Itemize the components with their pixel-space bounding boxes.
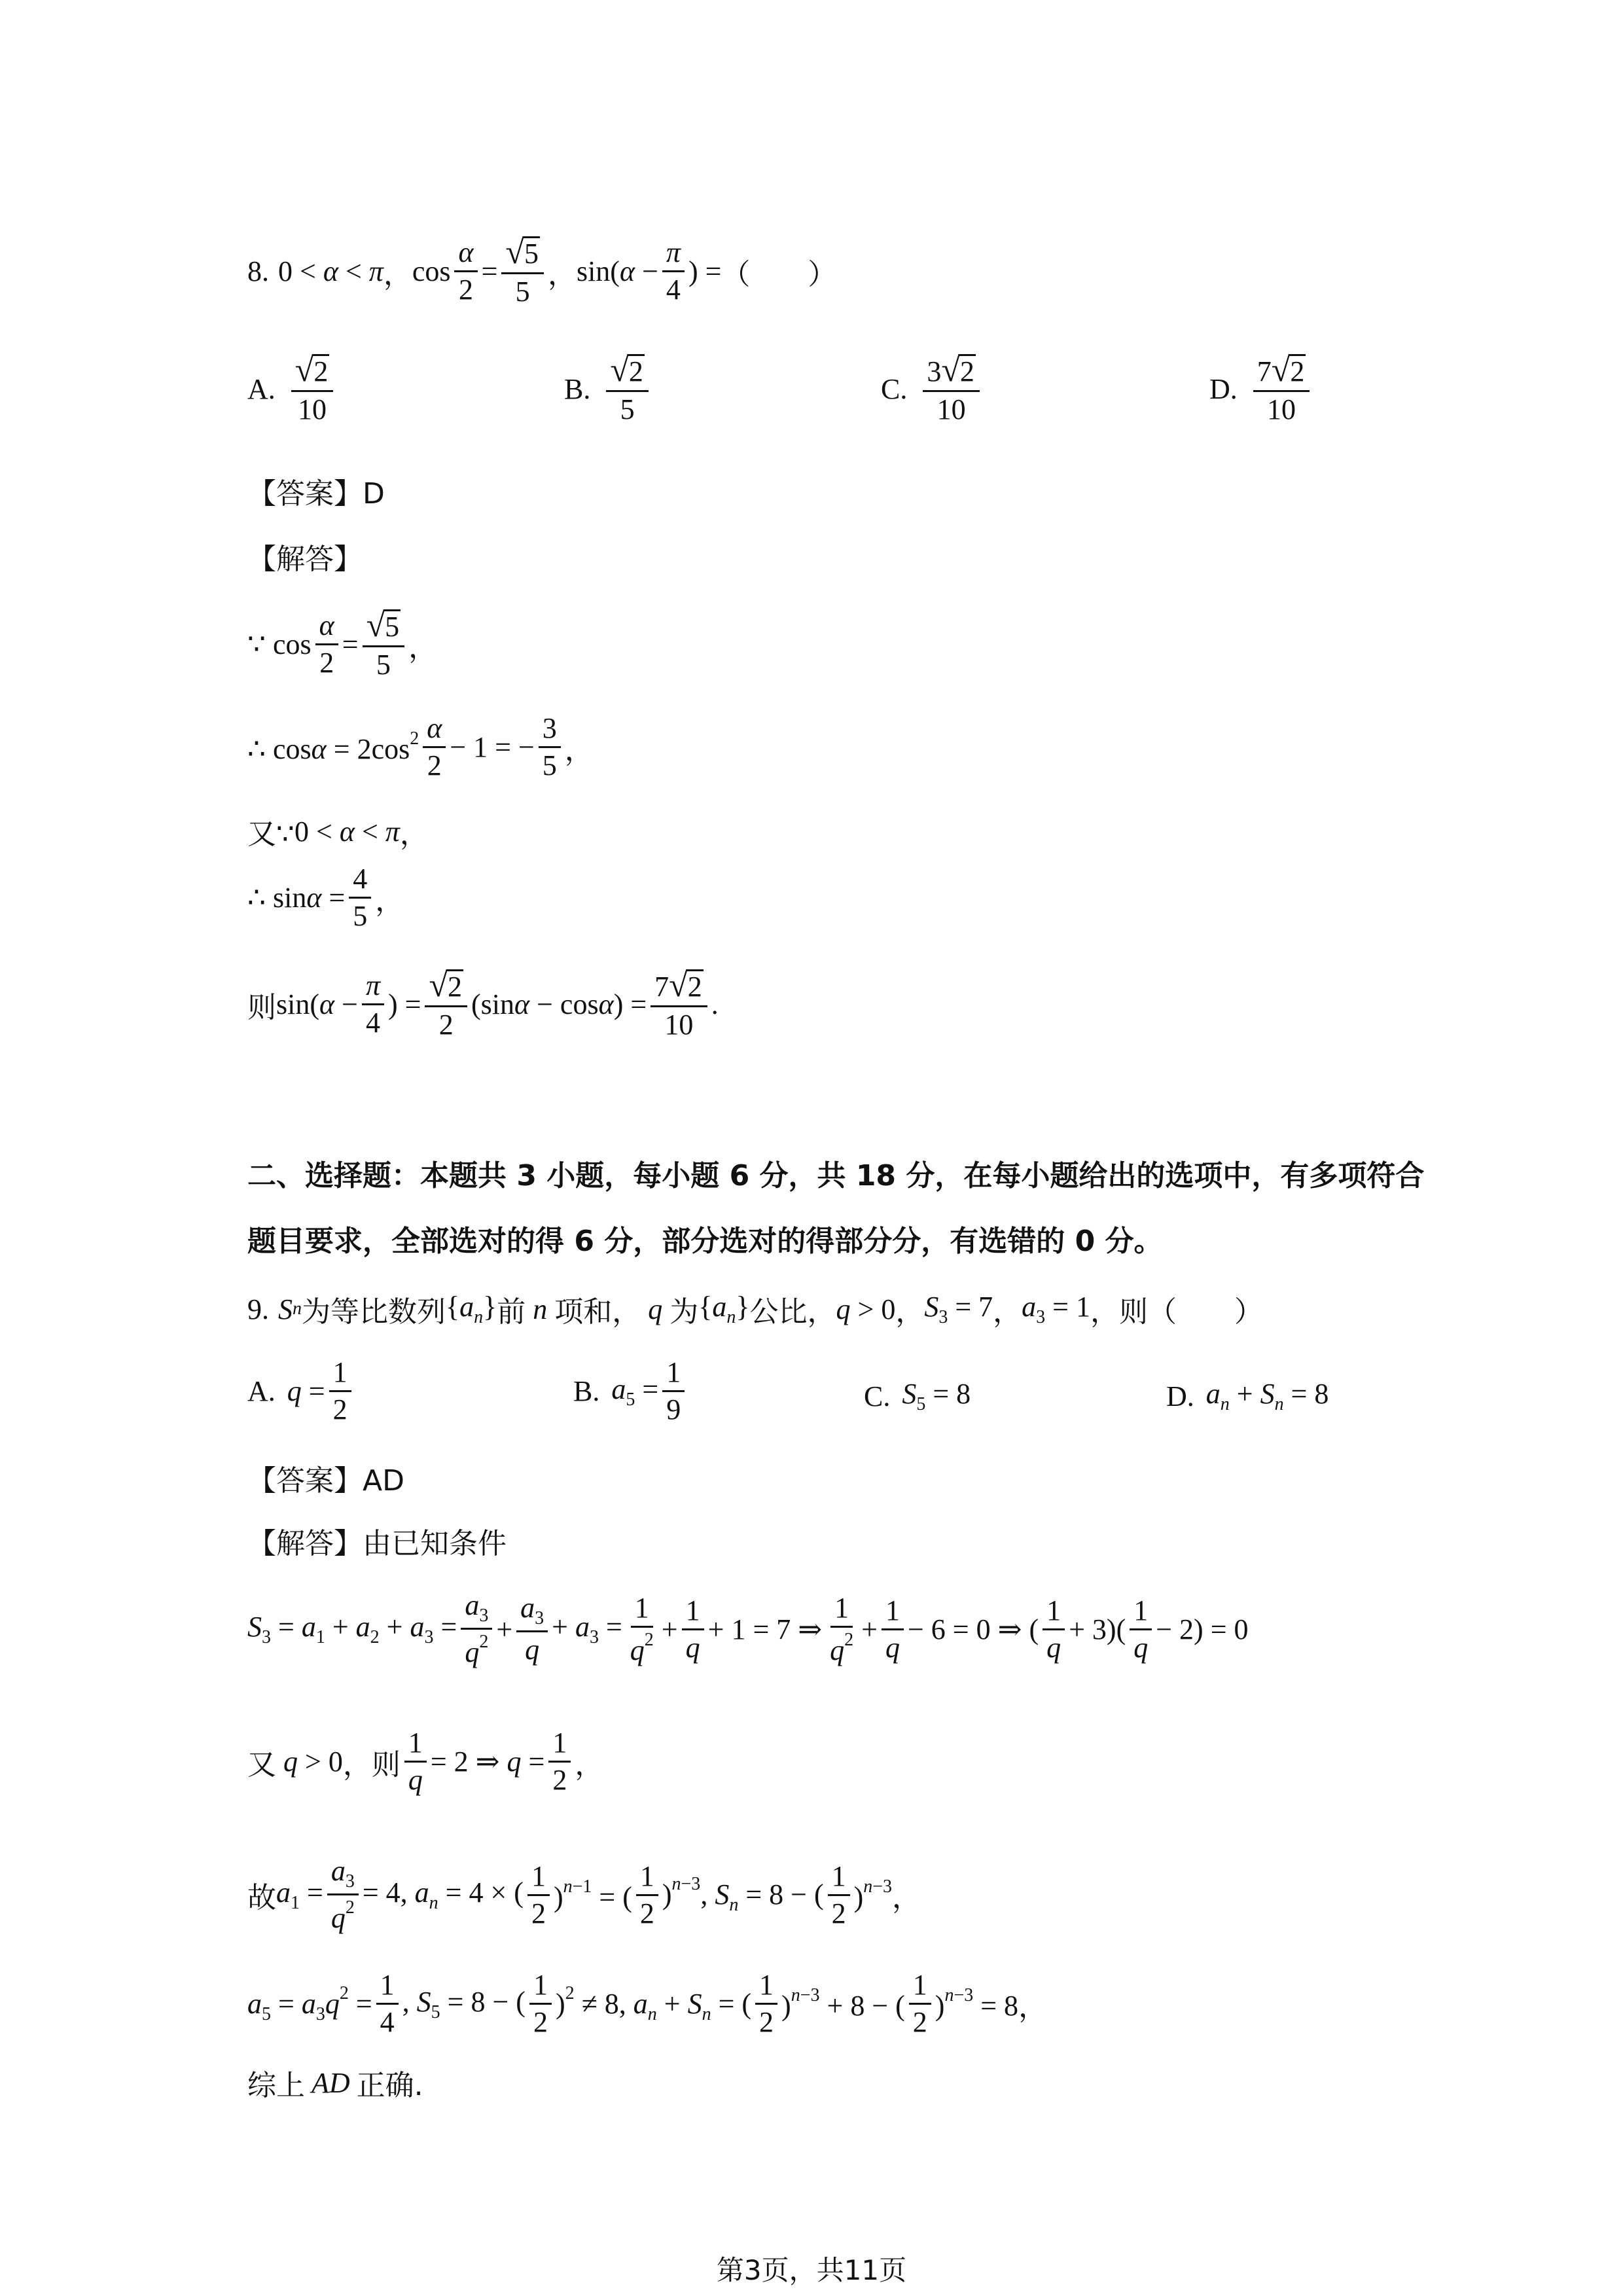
page-footer: 第3页，共11页 xyxy=(716,2254,907,2286)
q8-step-5: 则 sin(α − $\frac{\pi}{4}$ ) = √ 2 2 (sinα − cosα) = 7 √ 2 10 . xyxy=(247,967,719,1041)
q9-solution-title: 【解答】由已知条件 xyxy=(247,1527,507,1560)
q9-number: 9. xyxy=(247,1293,269,1325)
q9-answer: 【答案】AD xyxy=(247,1464,404,1498)
q8-step-1: ∵ cos $\frac{\alpha}{2}$ = √ 5 5 ， xyxy=(247,607,438,681)
q8-step-3: 又∵ 0 < α < π ， xyxy=(247,815,429,851)
q9-step-1: $S_3 = a_1 + a_2 + a_3$ = $\frac{a_3}{q^2}$ + $\frac{a_3}{q}$ + $a_3$ = $\frac{1}{q^2}$ + $\frac{1}{q}$ + 1 = 7 ⇒ $\frac{1}{q^2}$ + $\frac{1}{q}$ − 6 = 0 ⇒ ( $\frac{1}{q}$ + 3)( $\frac{1}{q}$ − 2) = 0 xyxy=(247,1589,1249,1669)
q9-option-c: C. $S_5 = 8$ xyxy=(864,1378,971,1414)
q8-solution-title: 【解答】 xyxy=(247,543,363,576)
q8-number: 8. xyxy=(247,255,269,288)
q8-answer: 【答案】D xyxy=(247,477,385,511)
q8-option-a: A. √ 2 10 xyxy=(247,353,337,425)
q9-option-b: B. $a_5$ = $\frac{1}{9}$ xyxy=(573,1357,688,1425)
q8-option-b: B. √ 2 5 xyxy=(564,353,652,425)
q9-option-d: D. $a_n + S_n = 8$ xyxy=(1166,1378,1329,1414)
q8-stem: 8. 0 < α < π ， cos $\frac{\alpha}{2}$ = √ 5 5 ， sin(α − $\frac{\pi}{4}$ ) = （ ） xyxy=(247,234,837,308)
section-2-heading-line-2: 题目要求，全部选对的得 6 分，部分选对的得部分分，有选错的 0 分。 xyxy=(247,1225,1163,1258)
q9-conclusion: 综上 AD 正确. xyxy=(247,2066,423,2102)
q8-blank: （ ） xyxy=(721,257,837,291)
q9-option-a: A. q = $\frac{1}{2}$ xyxy=(247,1357,355,1425)
q9-step-4: $a_5 = a_3q^2$ = $\frac{1}{4}$ , $S_5 = 8$ − ( $\frac{1}{2}$ )$^2$ ≠ 8, $a_n + S_n$ = ( $\frac{1}{2}$ )$^{n-3}$ + 8 − ( $\frac{1}{2}$ )$^{n-3}$ = 8 ， xyxy=(247,1969,1048,2039)
q8-option-d: D. 7 √ 2 10 xyxy=(1209,353,1313,425)
q9-stem: 9. S n 为等比数列 $\{a_n\}$ 前 n 项和， q 为 $\{a_n\}$ 公比， q > 0 ， $S_3 = 7$ ， $a_3 = 1$ ，则（ ） xyxy=(247,1291,1263,1329)
q8-step-4: ∴ sinα = $\frac{4}{5}$ ， xyxy=(247,863,404,933)
q8-option-c: C. 3 √ 2 10 xyxy=(881,353,984,425)
q9-step-2: 又 q > 0 ，则 $\frac{1}{q}$ = 2 ⇒ q = $\frac{1}{2}$ ， xyxy=(247,1727,604,1797)
q9-step-3: 故 $a_1$ = $\frac{a_3}{q^2}$ = 4, $a_n = 4$ × ( $\frac{1}{2}$ )$^{n-1}$ = ( $\frac{1}{2}$ )$^{n-3}$, $S_n = 8$ − ( $\frac{1}{2}$ )$^{n-3}$ ， xyxy=(247,1855,921,1935)
q8-step-2: ∴ $\cos\alpha = 2\cos^2$ $\frac{\alpha}{2}$ − 1 = − $\frac{3}{5}$ ， xyxy=(247,712,594,782)
section-2-heading-line-1: 二、选择题：本题共 3 小题，每小题 6 分，共 18 分，在每小题给出的选项中，有多项符合 xyxy=(247,1159,1425,1193)
